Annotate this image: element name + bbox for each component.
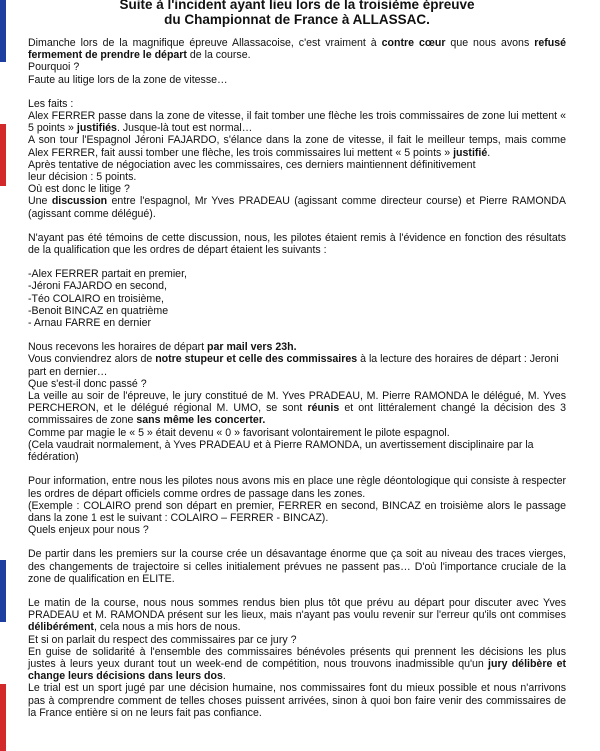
french-flag-stripe (0, 0, 6, 186)
question-why: Pourquoi ? (28, 61, 80, 74)
fact-6: Une discussion entre l'espagnol, Mr Yves PRADEAU (agissant comme directeur course) et Pierre RAMONDA (agissant comme délégué). (28, 195, 566, 220)
order-item: -Jéroni FAJARDO en second, (28, 280, 167, 293)
stakes-question: Quels enjeux pour nous ? (28, 524, 149, 537)
paragraph-qualification: N'ayant pas été témoins de cette discussion, nous, les pilotes étaient remis à l'évidence en fonction des résultats de la qualification que les ordres de départ étaient les suivants : (28, 231, 566, 257)
order-item: - Arnau FARRE en dernier (28, 317, 152, 330)
schedule-line: Nous recevons les horaires de départ par mail vers 23h. (28, 341, 297, 354)
order-item: -Benoit BINCAZ en quatrième (28, 304, 169, 317)
french-flag-stripe-2 (0, 560, 6, 751)
fact-5: Où est donc le litige ? (28, 183, 130, 196)
example-paragraph: (Exemple : COLAIRO prend son départ en premier, FERRER en second, BINCAZ en troisième alors le passage dans la zone 1 est le suivant : COLAIRO – FERRER - BINCAZ). (28, 499, 566, 524)
morning-paragraph: Le matin de la course, nous nous sommes rendus bien plus tôt que prévu au départ pour discuter avec Yves PRADEAU et M. RAMONDA présent sur les lieux, mais n'ayant pas voulu revenir sur l'erreur qu'ils ont commises délibérément, cela nous a mis hors de nous. (28, 596, 566, 634)
jury-paragraph: La veille au soir de l'épreuve, le jury constitué de M. Yves PRADEAU, M. Pierre RAMONDA le délégué, M. Yves PERCHERON, et le délégué régional M. UMO, se sont réunis et ont littéralement changé la décision des 3 commissaires de zone sans même les concerter. (28, 390, 566, 427)
title-line-1: Suite à l'incident ayant lieu lors de la troisième épreuve (119, 0, 475, 12)
respect-question: Et si on parlait du respect des commissaires par ce jury ? (28, 633, 297, 646)
facts-heading: Les faits : (28, 97, 74, 110)
question-what-happened: Que s'est-il donc passé ? (28, 377, 147, 390)
answer-why: Faute au litige lors de la zone de vitesse… (28, 73, 228, 86)
order-item: -Alex FERRER partait en premier, (28, 268, 187, 281)
document-body (28, 0, 566, 719)
closing-paragraph: Le trial est un sport jugé par une décision humaine, nos commissaires font du mieux possible et nous n'arrivons pas à comprendre comment de telles choses puissent arrivées, sinon à quoi bon faire venir des commissaires de la France entière si on ne leurs fait pas confiance. (28, 682, 566, 719)
fact-4: leur décision : 5 points. (28, 171, 137, 184)
order-item: -Téo COLAIRO en troisième, (28, 292, 164, 305)
fact-3: Après tentative de négociation avec les commissaires, ces derniers maintiennent définitivement (28, 158, 476, 171)
fact-2: A son tour l'Espagnol Jéroni FAJARDO, s'élance dans la zone de vitesse, il fait le meilleur temps, mais comme Alex FERRER, fait aussi tomber une flèche, les trois commissaires lui mettent « 5 points » justifié. (28, 134, 566, 159)
intro-paragraph: Dimanche lors de la magnifique épreuve Allassacoise, c'est vraiment à contre cœur que nous avons refusé fermement de prendre le départ de la course. (28, 37, 566, 62)
rule-paragraph: Pour information, entre nous les pilotes nous avons mis en place une règle déontologique qui consiste à respecter les ordres de départ officiels comme ordres de passage dans les zones. (28, 475, 566, 500)
sanction-note: (Cela vaudrait normalement, à Yves PRADEAU et à Pierre RAMONDA, un avertissement disciplinaire par la fédération) (28, 438, 534, 464)
stupor-line: Vous conviendrez alors de notre stupeur et celle des commissaires à la lecture des horaires de départ : Jeroni part en dernier… (28, 353, 559, 378)
magic-line: Comme par magie le « 5 » était devenu « 0 » favorisant volontairement le pilote espagnol. (28, 426, 450, 439)
solidarity-paragraph: En guise de solidarité à l'ensemble des commissaires bénévoles présents qui prennent les décisions les plus justes à leurs yeux durant tout un week-end de compétition, nous trouvons inadmissible qu'un jury délibère et change leurs décisions dans leurs dos. (28, 645, 566, 683)
fact-1: Alex FERRER passe dans la zone de vitesse, il fait tomber une flèche les trois commissaires de zone lui mettent « 5 points » justifiés. Jusque-là tout est normal… (28, 110, 566, 135)
stakes-paragraph: De partir dans les premiers sur la course crée un désavantage énorme que ça soit au niveau des traces vierges, des changements de trajectoire si celles initialement prévues ne passent pas… D'où l'importance cruciale de la zone de qualification en ELITE. (28, 548, 566, 585)
title-line-2: du Championnat de France à ALLASSAC. (164, 12, 430, 27)
